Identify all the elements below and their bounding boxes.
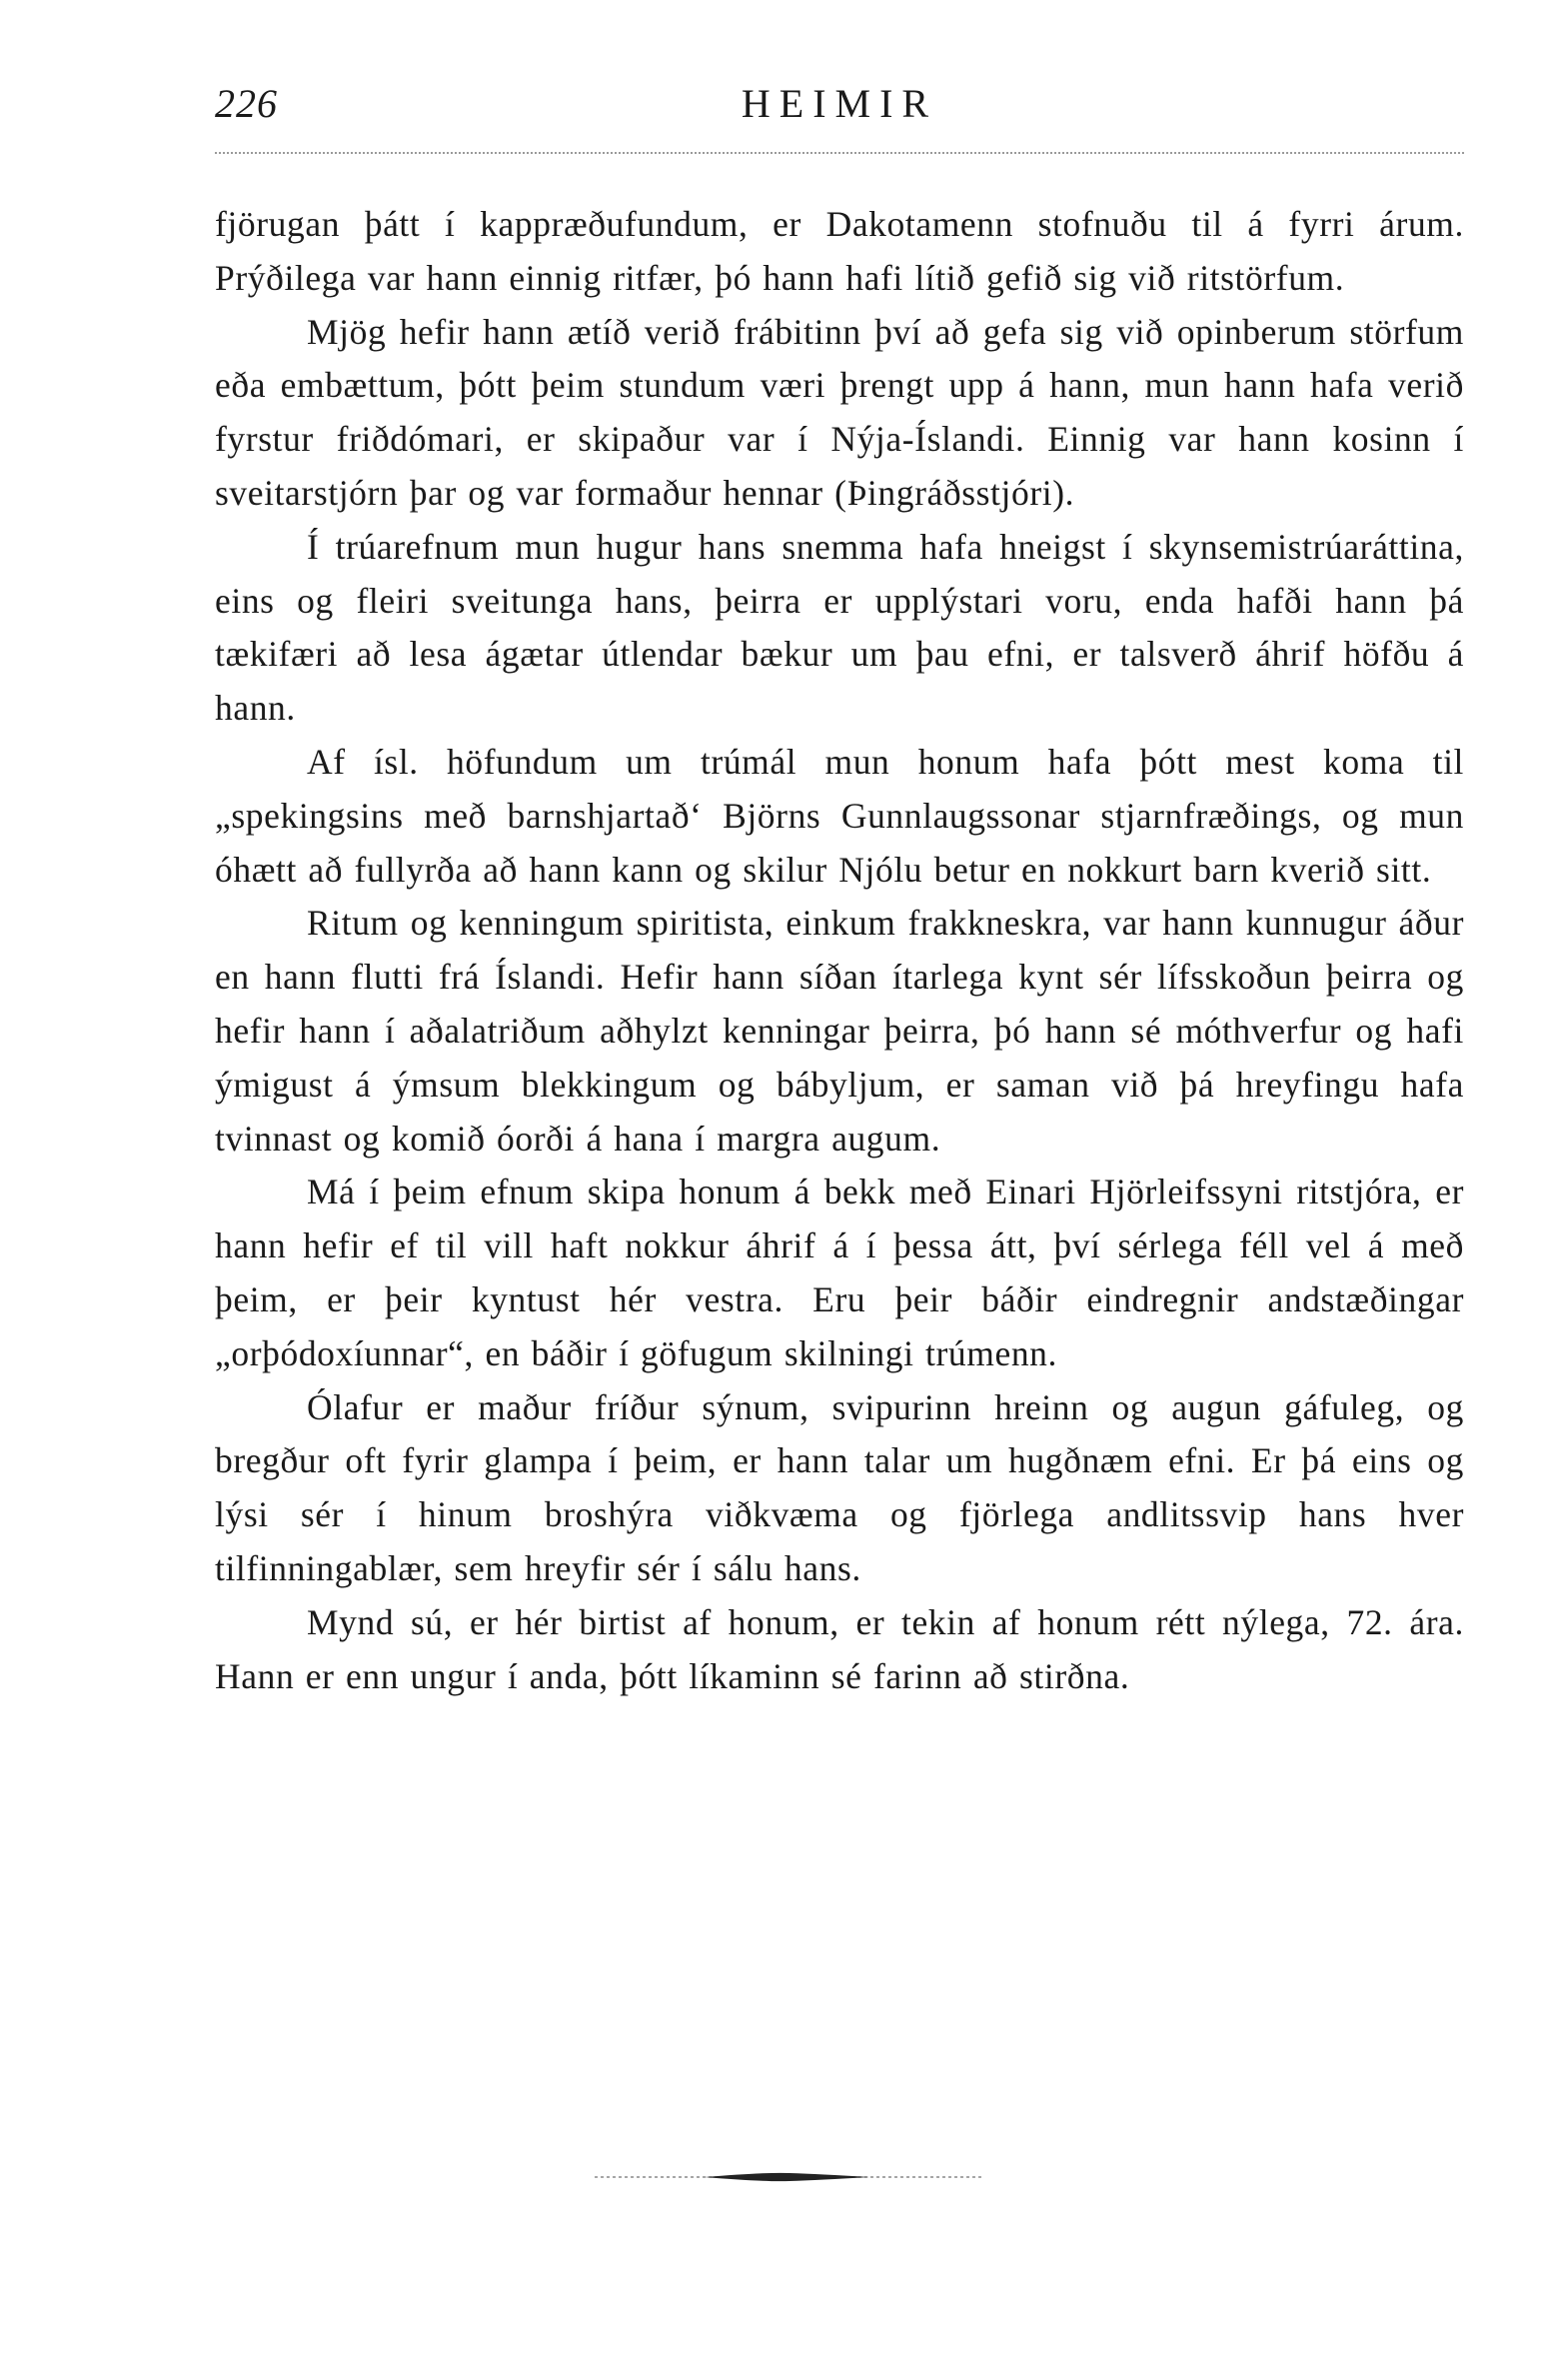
paragraph-8: Mynd sú, er hér birtist af honum, er tekin af honum rétt nýlega, 72. ára. Hann er enn ungur í anda, þótt líkaminn sé farinn að stirðna. — [215, 1601, 1464, 1696]
page-number: 226 — [215, 81, 278, 126]
paragraph-6: Má í þeim efnum skipa honum á bekk með Einari Hjörleifssyni ritstjóra, er hann hefir ef til vill haft nokkur áhrif á í þessa átt, því sérlega féll vel á með þeim, er þeir kyntust hér vestra. Eru þeir báðir eindregnir andstæðingar „orþódoxíunnar“, en báðir í göfugum skilningi trúmenn. — [215, 1172, 1464, 1373]
paragraph-1: fjörugan þátt í kappræðufundum, er Dakotamenn stofnuðu til á fyrri árum. Prýðilega var hann einnig ritfær, þó hann hafi lítið gefið sig við ritstörfum. — [215, 204, 1464, 298]
page-header — [215, 80, 1464, 140]
paragraph-5: Ritum og kenningum spiritista, einkum frakkneskra, var hann kunnugur áður en hann flutti frá Íslandi. Hefir hann síðan ítarlega kynt sér lífsskoðun þeirra og hefir hann í aðalatriðum aðhylzt kenningar þeirra, þó hann sé móthverfur og hafi ýmigust á ýmsum blekkingum og bábyljum, er saman við þá hreyfingu hafa tvinnast og komið óorði á hana í margra augum. — [215, 903, 1464, 1159]
running-title: HEIMIR — [741, 81, 938, 126]
end-ornament-divider — [595, 2167, 984, 2187]
paragraph-4: Af ísl. höfundum um trúmál mun honum hafa þótt mest koma til „spekingsins með barnshjartað‘ Björns Gunnlaugssonar stjarnfræðings, og mun óhætt að fullyrða að hann kann og skilur Njólu betur en nokkurt barn kverið sitt. — [215, 741, 1464, 890]
header-divider — [215, 152, 1464, 154]
body-text — [215, 198, 1464, 1703]
paragraph-7: Ólafur er maður fríður sýnum, svipurinn hreinn og augun gáfuleg, og bregður oft fyrir glampa í þeim, er hann talar um hugðnæm efni. Er þá eins og lýsi sér í hinum broshýra viðkvæma og fjörlega andlitssvip hans hver tilfinningablær, sem hreyfir sér í sálu hans. — [215, 1386, 1464, 1588]
paragraph-2: Mjög hefir hann ætíð verið frábitinn því að gefa sig við opinberum störfum eða embættum, þótt þeim stundum væri þrengt upp á hann, mun hann hafa verið fyrstur friðdómari, er skipaður var í Nýja-Íslandi. Einnig var hann kosinn í sveitarstjórn þar og var formaður hennar (Þingráðsstjóri). — [215, 311, 1464, 513]
paragraph-3: Í trúarefnum mun hugur hans snemma hafa hneigst í skynsemistrúaráttina, eins og fleiri sveitunga hans, þeirra er upplýstari voru, enda hafði hann þá tækifæri að lesa ágætar útlendar bækur um þau efni, er talsverð áhrif höfðu á hann. — [215, 526, 1464, 729]
